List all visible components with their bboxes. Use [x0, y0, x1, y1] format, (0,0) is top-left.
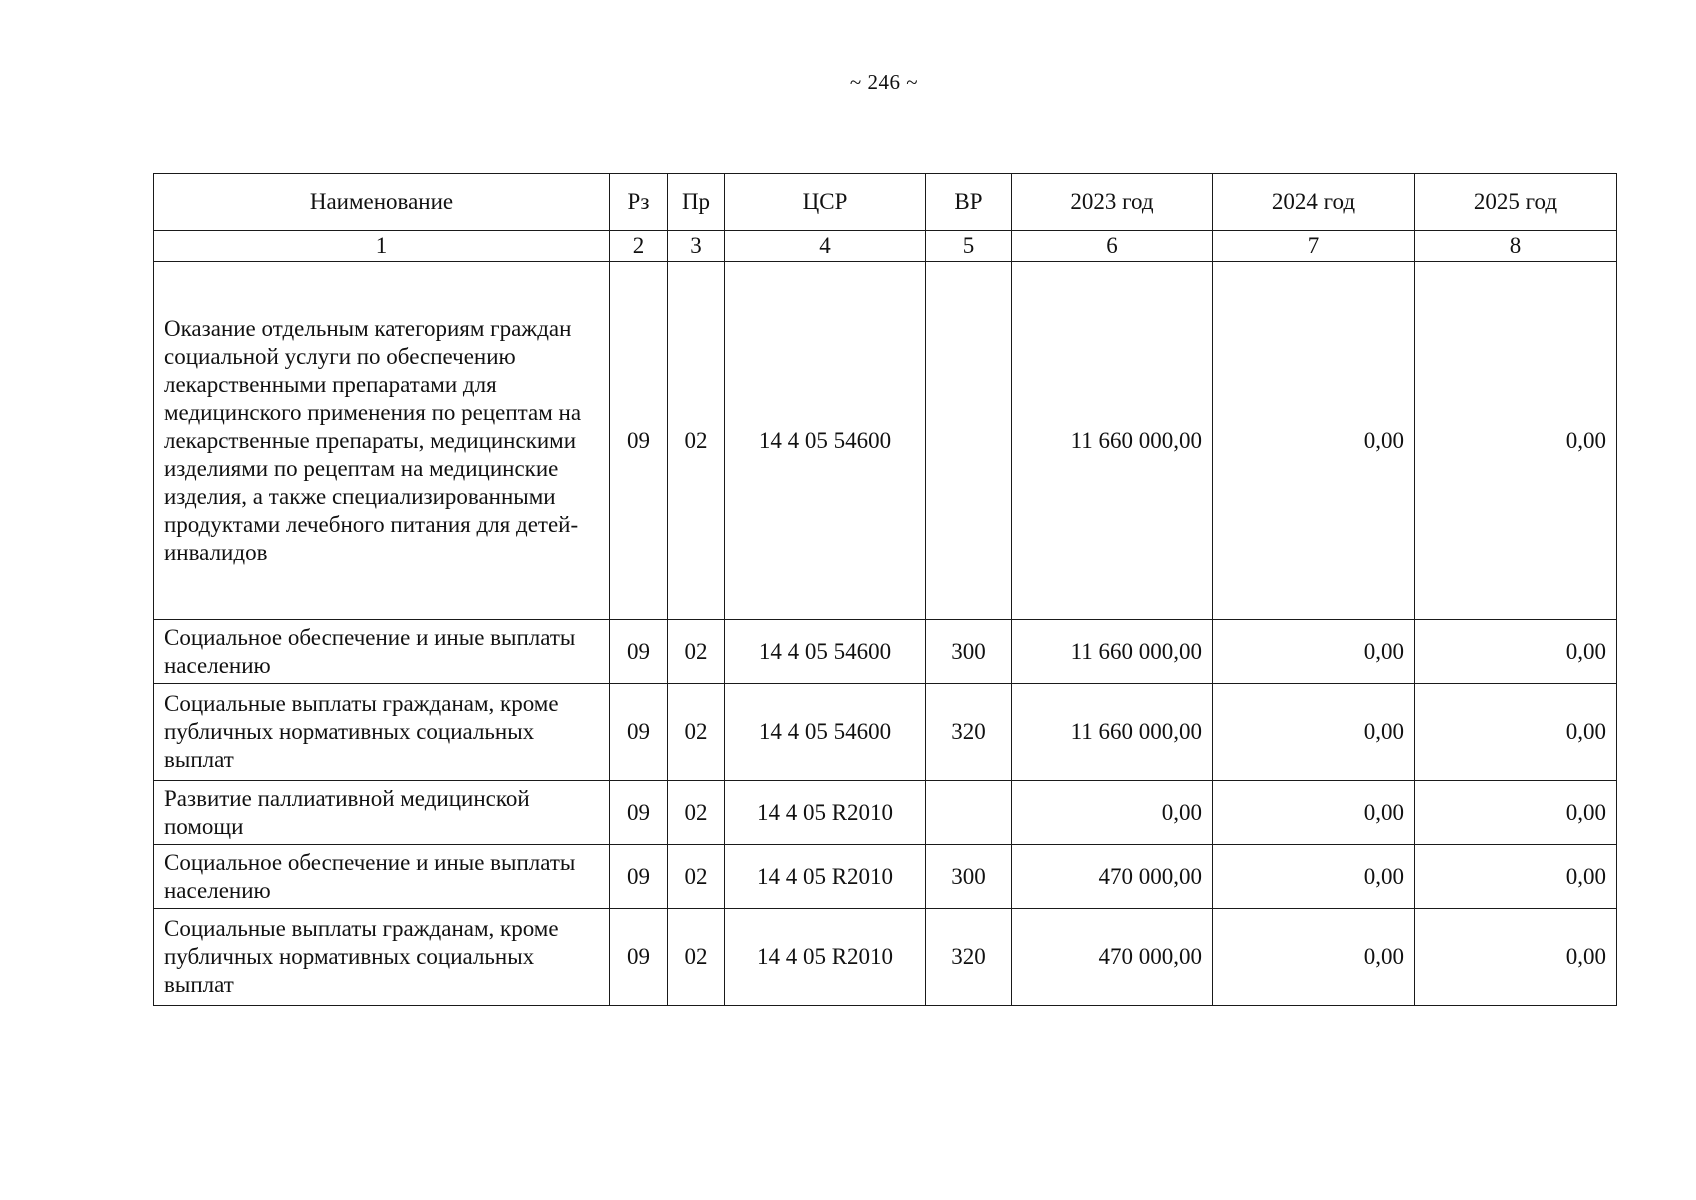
row-2023: 11 660 000,00	[1012, 262, 1213, 620]
header-row	[154, 174, 1617, 231]
row-2025: 0,00	[1415, 262, 1617, 620]
column-number: 1	[154, 231, 610, 262]
row-pr: 02	[668, 262, 725, 620]
header-rz: Рз	[610, 174, 668, 231]
row-vr: 300	[926, 620, 1012, 684]
row-2023: 470 000,00	[1012, 845, 1213, 909]
row-2024: 0,00	[1213, 262, 1415, 620]
row-name: Социальное обеспечение и иные выплаты населению	[154, 620, 610, 684]
column-number: 6	[1012, 231, 1213, 262]
row-rz: 09	[610, 262, 668, 620]
row-rz: 09	[610, 620, 668, 684]
row-vr	[926, 781, 1012, 845]
header-name: Наименование	[154, 174, 610, 231]
header-2023: 2023 год	[1012, 174, 1213, 231]
row-vr: 320	[926, 684, 1012, 781]
row-name: Социальные выплаты гражданам, кроме публичных нормативных социальных выплат	[154, 909, 610, 1006]
row-2025: 0,00	[1415, 845, 1617, 909]
table-row	[154, 684, 1617, 781]
table-row	[154, 909, 1617, 1006]
table-row	[154, 781, 1617, 845]
row-vr	[926, 262, 1012, 620]
row-rz: 09	[610, 781, 668, 845]
row-2025: 0,00	[1415, 909, 1617, 1006]
column-number: 8	[1415, 231, 1617, 262]
row-name: Социальное обеспечение и иные выплаты населению	[154, 845, 610, 909]
row-rz: 09	[610, 845, 668, 909]
row-2025: 0,00	[1415, 684, 1617, 781]
row-pr: 02	[668, 909, 725, 1006]
row-vr: 300	[926, 845, 1012, 909]
row-2024: 0,00	[1213, 909, 1415, 1006]
row-2024: 0,00	[1213, 781, 1415, 845]
table-row	[154, 620, 1617, 684]
row-csr: 14 4 05 R2010	[725, 909, 926, 1006]
row-2025: 0,00	[1415, 781, 1617, 845]
header-vr: ВР	[926, 174, 1012, 231]
header-csr: ЦСР	[725, 174, 926, 231]
page-number: ~ 246 ~	[849, 70, 919, 94]
row-rz: 09	[610, 909, 668, 1006]
column-number: 7	[1213, 231, 1415, 262]
column-number: 5	[926, 231, 1012, 262]
row-2023: 11 660 000,00	[1012, 620, 1213, 684]
budget-table	[153, 173, 1617, 1006]
column-number: 4	[725, 231, 926, 262]
column-number: 2	[610, 231, 668, 262]
row-csr: 14 4 05 54600	[725, 262, 926, 620]
row-csr: 14 4 05 R2010	[725, 845, 926, 909]
row-pr: 02	[668, 620, 725, 684]
row-2024: 0,00	[1213, 620, 1415, 684]
row-pr: 02	[668, 684, 725, 781]
row-name: Социальные выплаты гражданам, кроме публичных нормативных социальных выплат	[154, 684, 610, 781]
row-2024: 0,00	[1213, 845, 1415, 909]
column-number: 3	[668, 231, 725, 262]
row-rz: 09	[610, 684, 668, 781]
column-number-row	[154, 231, 1617, 262]
row-2023: 11 660 000,00	[1012, 684, 1213, 781]
row-2024: 0,00	[1213, 684, 1415, 781]
row-name: Развитие паллиативной медицинской помощи	[154, 781, 610, 845]
row-2023: 0,00	[1012, 781, 1213, 845]
row-name: Оказание отдельным категориям граждан социальной услуги по обеспечению лекарственными препаратами для медицинского применения по рецептам на лекарственные препараты, медицинскими изделиями по рецептам на медицинские изделия, а также специализированными продуктами лечебного питания для детей-инвалидов	[154, 262, 610, 620]
row-csr: 14 4 05 R2010	[725, 781, 926, 845]
row-2023: 470 000,00	[1012, 909, 1213, 1006]
row-pr: 02	[668, 781, 725, 845]
row-vr: 320	[926, 909, 1012, 1006]
header-2025: 2025 год	[1415, 174, 1617, 231]
header-pr: Пр	[668, 174, 725, 231]
table-row	[154, 845, 1617, 909]
table-row	[154, 262, 1617, 620]
row-csr: 14 4 05 54600	[725, 684, 926, 781]
header-2024: 2024 год	[1213, 174, 1415, 231]
row-2025: 0,00	[1415, 620, 1617, 684]
row-csr: 14 4 05 54600	[725, 620, 926, 684]
row-pr: 02	[668, 845, 725, 909]
